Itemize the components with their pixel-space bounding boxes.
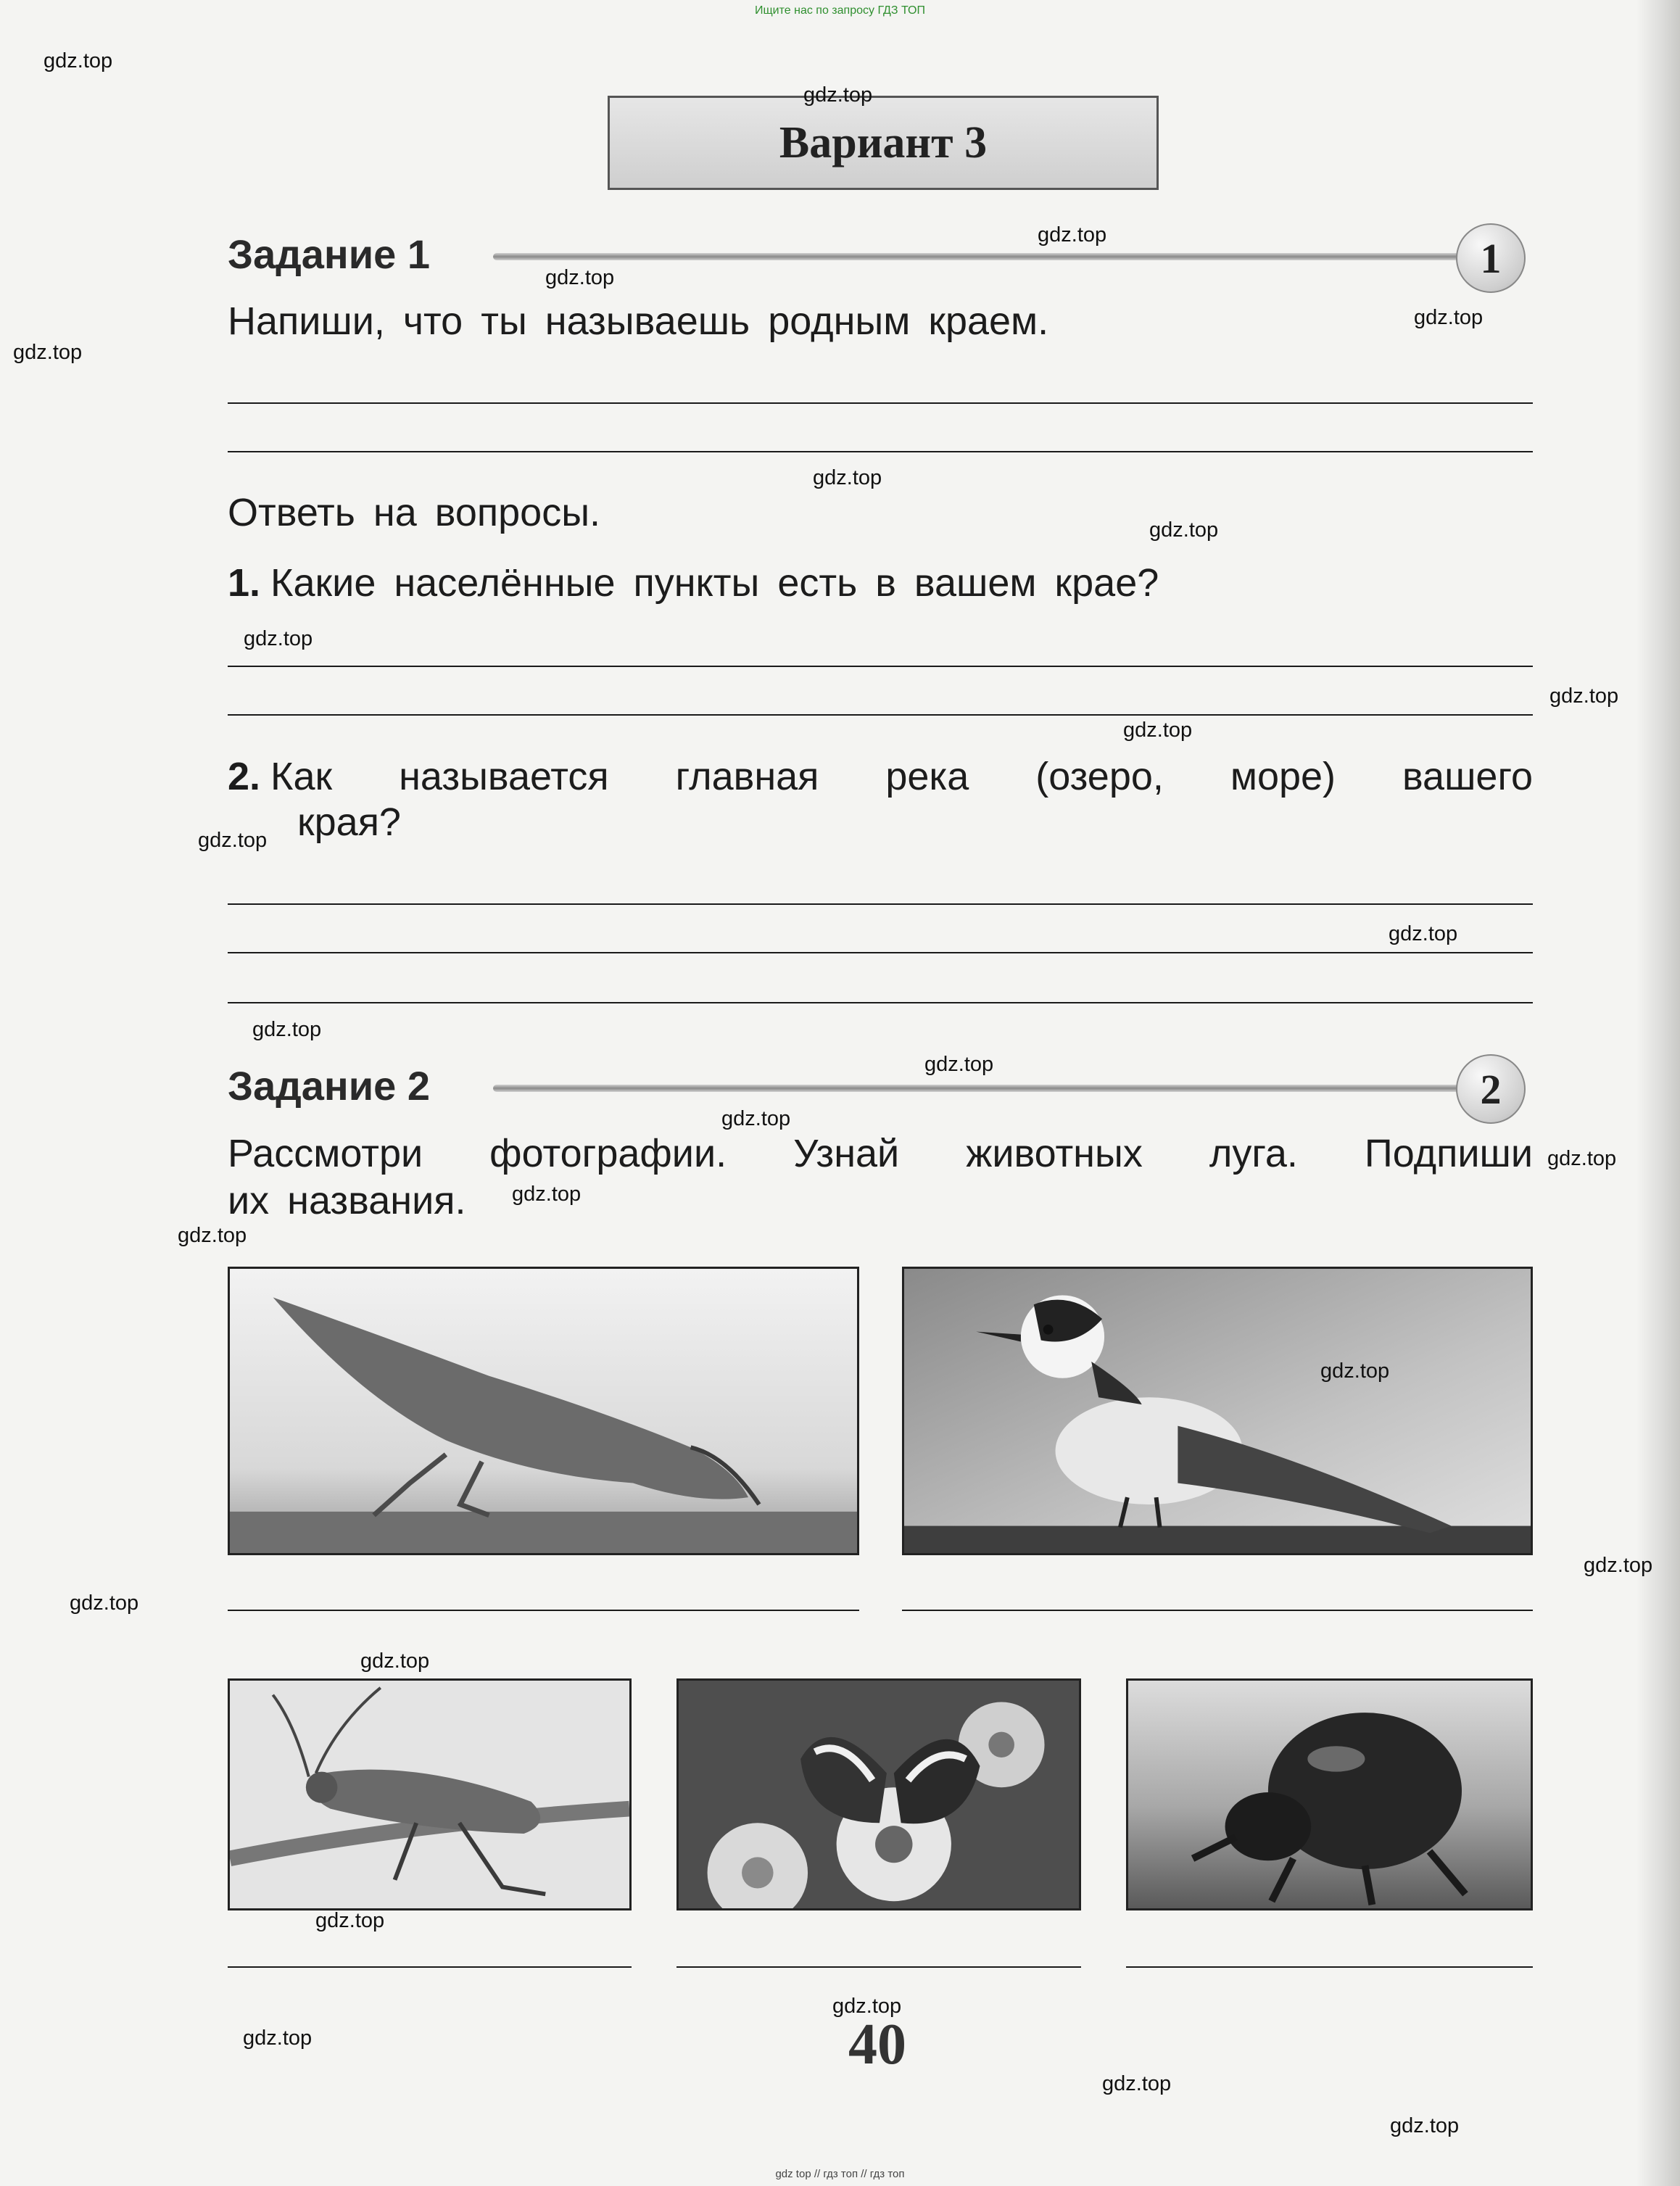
- task1-title: Задание 1: [228, 231, 431, 277]
- question-1: [228, 560, 1159, 605]
- watermark: gdz.top: [1123, 719, 1193, 742]
- photo-corncrake: [228, 1267, 859, 1555]
- answer-line[interactable]: [228, 714, 1533, 716]
- watermark: gdz.top: [1584, 1554, 1653, 1577]
- variant-title: Вариант 3: [608, 96, 1159, 190]
- task1-rule: [493, 253, 1465, 260]
- question-2-number: 2.: [228, 755, 261, 798]
- watermark: gdz.top: [1038, 223, 1107, 247]
- watermark: gdz.top: [44, 49, 113, 73]
- watermark: gdz.top: [832, 1995, 902, 2018]
- page-number: 40: [848, 2013, 906, 2077]
- caption-line[interactable]: [228, 1966, 632, 1968]
- watermark: gdz.top: [1389, 922, 1458, 945]
- photo-wagtail: [902, 1267, 1533, 1555]
- watermark: gdz.top: [1102, 2072, 1172, 2095]
- watermark: gdz.top: [803, 83, 873, 107]
- caption-line[interactable]: [676, 1966, 1081, 1968]
- bottom-note: gdz top // гдз топ // гдз топ: [775, 2168, 905, 2180]
- answer-line[interactable]: [228, 903, 1533, 905]
- caption-line[interactable]: [1126, 1966, 1533, 1968]
- task1-answer-prompt: Ответь на вопросы.: [228, 491, 601, 534]
- page-edge-shadow: [1636, 0, 1680, 2186]
- answer-line[interactable]: [228, 451, 1533, 452]
- watermark: gdz.top: [1390, 2114, 1460, 2137]
- task2-number-badge: 2: [1456, 1054, 1526, 1124]
- watermark: gdz.top: [360, 1649, 430, 1673]
- watermark: gdz.top: [178, 1224, 247, 1247]
- watermark: gdz.top: [1320, 1359, 1390, 1383]
- caption-line[interactable]: [228, 1610, 859, 1611]
- watermark: gdz.top: [813, 466, 882, 489]
- answer-line[interactable]: [228, 952, 1533, 953]
- answer-line[interactable]: [228, 402, 1533, 404]
- question-2-line1: [228, 754, 1533, 799]
- watermark: gdz.top: [512, 1183, 582, 1206]
- watermark: gdz.top: [924, 1053, 994, 1076]
- question-1-text: Какие населённые пункты есть в вашем крае?: [270, 561, 1159, 605]
- watermark: gdz.top: [1549, 684, 1619, 708]
- question-1-number: 1.: [228, 561, 261, 605]
- task2-title: Задание 2: [228, 1063, 431, 1109]
- photo-beetle: [1126, 1678, 1533, 1910]
- task2-rule: [493, 1085, 1465, 1092]
- top-note: Ищите нас по запросу ГДЗ ТОП: [755, 4, 925, 17]
- watermark: gdz.top: [1414, 306, 1484, 329]
- photo-butterfly: [676, 1678, 1081, 1910]
- watermark: gdz.top: [545, 266, 615, 289]
- watermark: gdz.top: [13, 341, 83, 364]
- task1-prompt: Напиши, что ты называешь родным краем.: [228, 299, 1049, 343]
- task2-prompt-line2: их названия.: [228, 1179, 466, 1222]
- watermark: gdz.top: [70, 1591, 139, 1615]
- question-2-line2: края?: [297, 800, 401, 844]
- watermark: gdz.top: [721, 1107, 791, 1130]
- watermark: gdz.top: [243, 2026, 313, 2050]
- question-2-text: Как называется главная река (озеро, море) вашего: [270, 755, 1533, 798]
- answer-line[interactable]: [228, 666, 1533, 667]
- watermark: gdz.top: [252, 1018, 322, 1041]
- task1-number-badge: 1: [1456, 223, 1526, 293]
- task2-prompt-line1: Рассмотри фотографии. Узнай животных луга. Подпиши: [228, 1132, 1533, 1175]
- answer-line[interactable]: [228, 1002, 1533, 1003]
- watermark: gdz.top: [198, 829, 268, 852]
- watermark: gdz.top: [244, 627, 313, 650]
- watermark: gdz.top: [1149, 518, 1219, 542]
- watermark: gdz.top: [1547, 1147, 1617, 1170]
- watermark: gdz.top: [315, 1909, 385, 1932]
- photo-grasshopper: [228, 1678, 632, 1910]
- caption-line[interactable]: [902, 1610, 1533, 1611]
